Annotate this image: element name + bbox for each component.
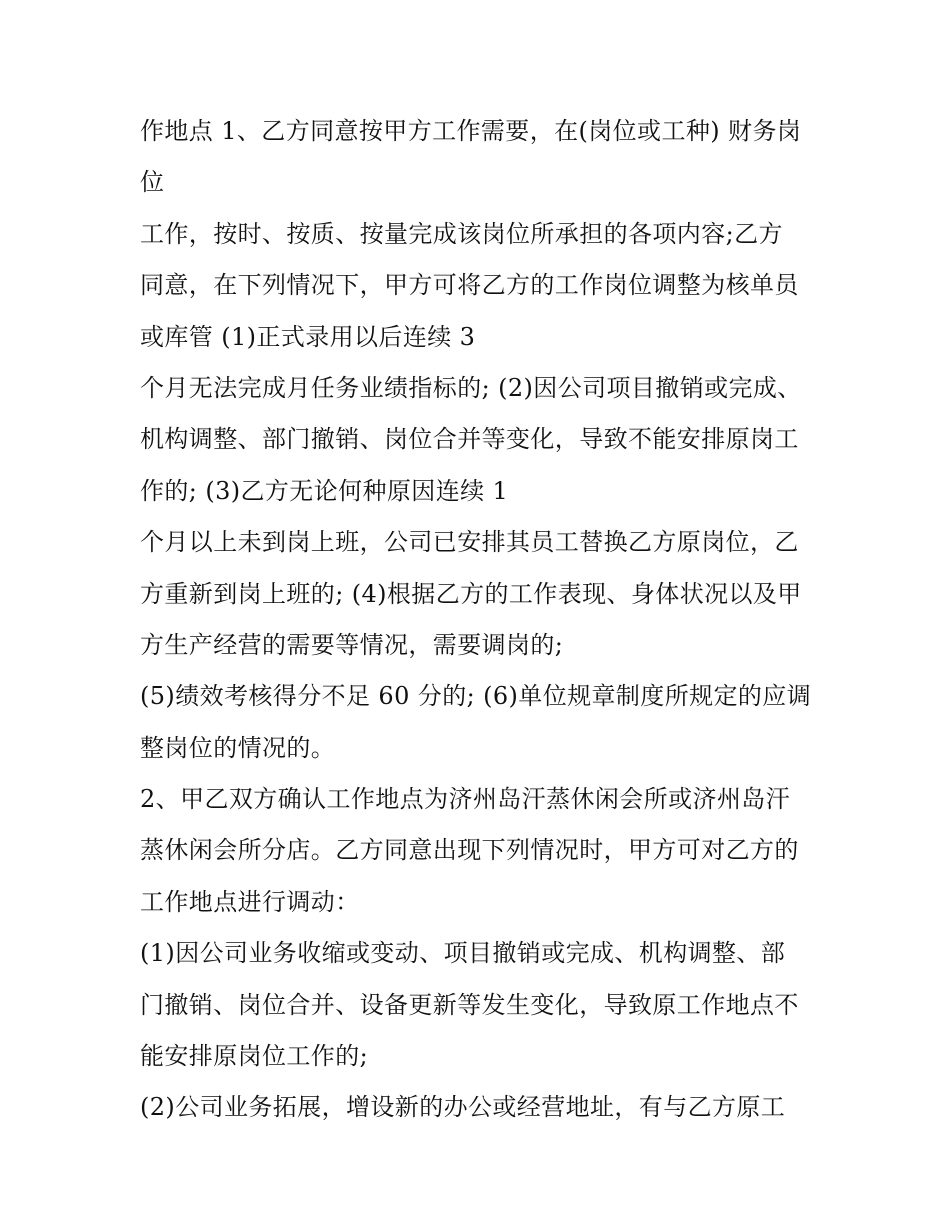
text-line: 方生产经营的需要等情况，需要调岗的; [140,630,564,659]
document-body [140,106,820,1134]
text-line: 2、甲乙双方确认工作地点为济州岛汗蒸休闲会所或济州岛汗 [140,785,791,814]
text-line: 工作地点进行调动： [140,887,360,916]
text-line: 整岗位的情况的。 [140,733,336,762]
text-line: 个月以上未到岗上班，公司已安排其员工替换乙方原岗位，乙 [140,528,799,557]
text-line: 机构调整、部门撤销、岗位合并等变化，导致不能安排原岗工 [140,425,799,454]
text-line: 作的; (3)乙方无论何种原因连续 1 [140,476,509,505]
text-line: 方重新到岗上班的; (4)根据乙方的工作表现、身体状况以及甲 [140,579,802,608]
text-line: 作地点 1、乙方同意按甲方工作需要，在(岗位或工种) 财务岗 [140,117,802,145]
text-line: 工作，按时、按质、按量完成该岗位所承担的各项内容;乙方 [140,219,783,248]
text-line: 或库管 (1)正式录用以后连续 3 [140,322,476,351]
text-line: 同意，在下列情况下，甲方可将乙方的工作岗位调整为核单员 [140,271,799,300]
text-line: 个月无法完成月任务业绩指标的; (2)因公司项目撤销或完成、 [140,373,802,402]
text-line: 蒸休闲会所分店。乙方同意出现下列情况时，甲方可对乙方的 [140,836,799,865]
text-line: (2)公司业务拓展，增设新的办公或经营地址，有与乙方原工 [140,1093,786,1122]
text-line: (5)绩效考核得分不足 60 分的; (6)单位规章制度所规定的应调 [140,682,812,711]
text-line: 能安排原岗位工作的; [140,1042,369,1071]
text-line: 位 [140,168,165,197]
text-line: 门撤销、岗位合并、设备更新等发生变化，导致原工作地点不 [140,990,799,1019]
text-line: (1)因公司业务收缩或变动、项目撤销或完成、机构调整、部 [140,939,786,968]
